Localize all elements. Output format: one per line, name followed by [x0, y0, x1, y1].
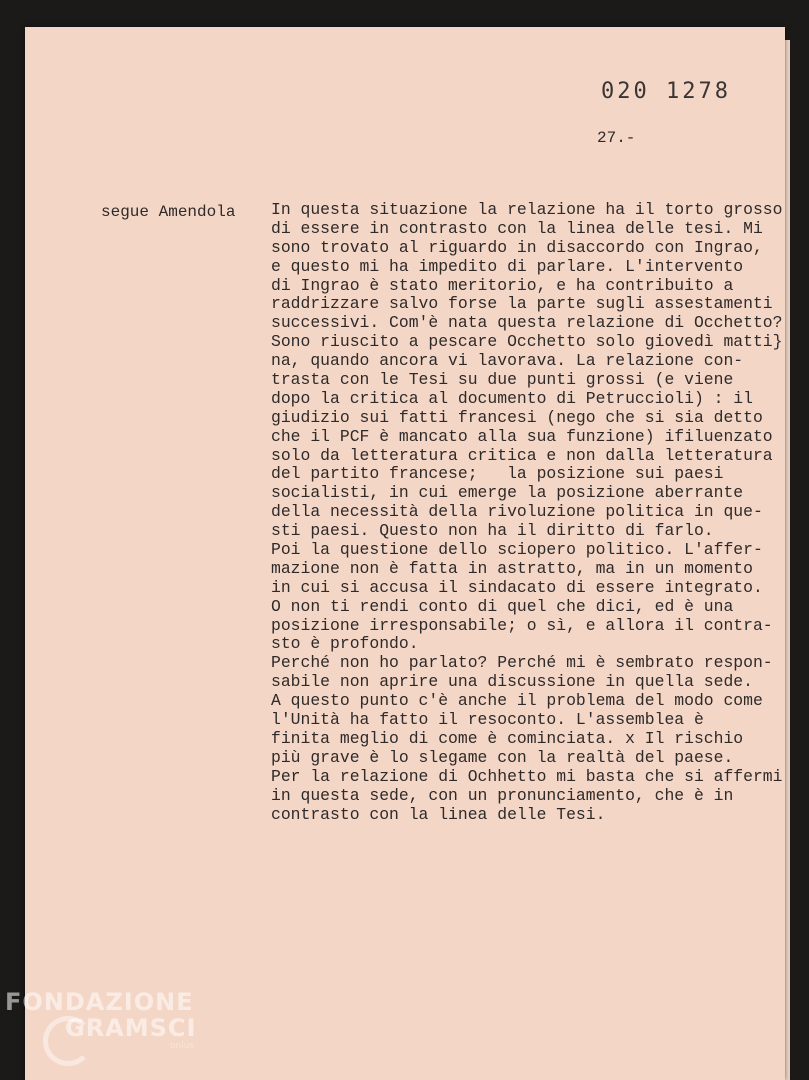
text-line: finita meglio di come è cominciata. x Il rischio — [271, 728, 744, 748]
text-line: sti paesi. Questo non ha il diritto di farlo. — [271, 521, 714, 541]
text-line: di Ingrao è stato meritorio, e ha contribuito a — [271, 275, 734, 295]
text-line: trasta con le Tesi su due punti grossi (e viene — [271, 370, 734, 390]
text-line: Per la relazione di Ochhetto mi basta che si affermi — [271, 766, 783, 786]
speaker-label: segue Amendola — [101, 203, 236, 221]
text-line: sono trovato al riguardo in disaccordo con Ingrao, — [271, 237, 763, 257]
text-line: l'Unità ha fatto il resoconto. L'assemblea è — [271, 710, 704, 730]
text-line: successivi. Com'è nata questa relazione di Occhetto? — [271, 313, 783, 333]
text-line: In questa situazione la relazione ha il torto grosso — [271, 200, 783, 219]
text-line: Sono riuscito a pescare Occhetto solo giovedì matti} — [271, 332, 783, 352]
text-line: Poi la questione dello sciopero politico. L'affer- — [271, 540, 763, 560]
text-line: dopo la critica al documento di Petruccioli) : il — [271, 388, 753, 408]
text-line: della necessità della rivoluzione politica in que- — [271, 502, 763, 522]
text-line: A questo punto c'è anche il problema del modo come — [271, 691, 763, 711]
text-line: na, quando ancora vi lavorava. La relazione con- — [271, 351, 744, 371]
text-line: più grave è lo slegame con la realtà del paese. — [271, 747, 734, 767]
text-line: Perché non ho parlato? Perché mi è sembrato respon- — [271, 653, 773, 673]
watermark-line1: FONDAZIONE — [5, 988, 194, 1016]
text-line: mazione non è fatta in astratto, ma in un momento — [271, 558, 753, 578]
text-line: del partito francese; la posizione sui paesi — [271, 464, 724, 484]
text-line: O non ti rendi conto di quel che dici, ed è una — [271, 596, 734, 616]
document-number: 020 1278 — [601, 79, 731, 104]
text-line: in cui si accusa il sindacato di essere integrato. — [271, 577, 763, 597]
text-line: di essere in contrasto con la linea delle tesi. Mi — [271, 218, 763, 238]
text-line: contrasto con la linea delle Tesi. — [271, 804, 606, 824]
text-line: in questa sede, con un pronunciamento, che è in — [271, 785, 734, 805]
page-number: 27.- — [597, 129, 636, 147]
text-line: sto è profondo. — [271, 634, 419, 654]
text-line: giudizio sui fatti francesi (nego che si sia detto — [271, 407, 763, 427]
body-text — [271, 200, 783, 824]
text-line: sabile non aprire una discussione in quella sede. — [271, 672, 753, 692]
watermark-line3: onlus — [170, 1041, 195, 1051]
text-line: e questo mi ha impedito di parlare. L'intervento — [271, 256, 744, 276]
text-line: posizione irresponsabile; o sì, e allora il contra- — [271, 615, 773, 635]
text-line: socialisti, in cui emerge la posizione aberrante — [271, 483, 744, 503]
text-line: che il PCF è mancato alla sua funzione) ifiluenzato — [271, 426, 773, 446]
watermark-line2: GRAMSCI — [65, 1014, 197, 1042]
watermark-logo — [5, 988, 197, 1051]
text-line: solo da letteratura critica e non dalla letteratura — [271, 445, 773, 465]
text-line: raddrizzare salvo forse la parte sugli assestamenti — [271, 294, 773, 314]
